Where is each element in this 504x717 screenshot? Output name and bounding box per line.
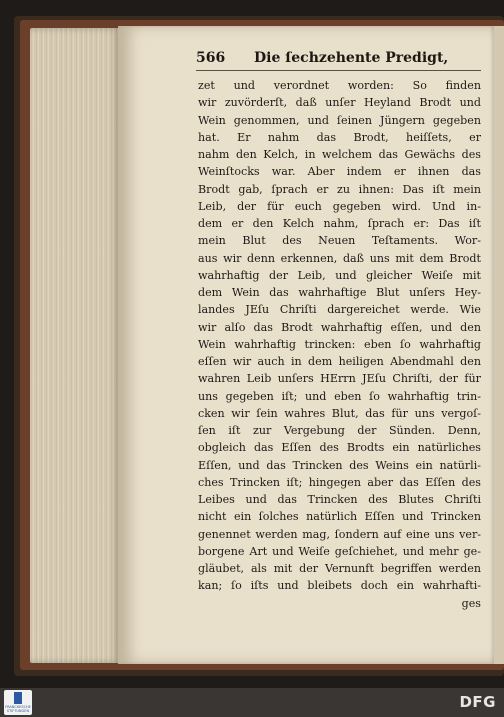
page-header <box>196 50 478 72</box>
logo-mark-icon <box>14 692 22 704</box>
header-rule <box>196 70 481 71</box>
page-body-text <box>198 77 481 612</box>
text-line: Wein genommen, und ſeinen Jüngern gegeben <box>198 113 481 127</box>
logo-text: FRANCKESCHE STIFTUNGEN <box>5 705 31 713</box>
text-line: ſen iſt zur Vergebung der Sünden. Denn, <box>198 424 481 437</box>
institution-logo[interactable] <box>4 690 32 715</box>
text-line: nahm den Kelch, in welchem das Gewächs des <box>198 148 481 161</box>
text-line: wir alſo das Brodt wahrhaftig eſſen, und den <box>198 320 481 334</box>
text-line: mein Blut des Neuen Teſtaments. Wor- <box>198 234 481 248</box>
running-title: Die ſechzehente Predigt, <box>254 50 449 66</box>
text-line: uns gegeben iſt; und eben ſo wahrhaftig trin- <box>198 389 481 403</box>
text-line: eſſen wir auch in dem heiligen Abendmahl den <box>198 355 481 368</box>
dfg-logo[interactable]: DFG <box>459 693 496 711</box>
text-line: wahren Leib unſers HErrn JEſu Chriſti, der für <box>198 372 481 386</box>
text-line: obgleich das Eſſen des Brodts ein natürliches <box>198 441 481 455</box>
text-line: dem Wein das wahrhaftige Blut unſers Hey- <box>198 286 481 299</box>
text-line: aus wir denn erkennen, daß uns mit dem Brodt <box>198 251 481 265</box>
text-line: Brodt gab, ſprach er zu ihnen: Das iſt mein <box>198 182 481 196</box>
facing-page-edge <box>494 26 504 664</box>
page-number: 566 <box>196 50 226 66</box>
text-line: nicht ein ſolches natürlich Eſſen und Trincken <box>198 510 481 524</box>
text-line: Leibes und das Trincken des Blutes Chriſti <box>198 493 481 506</box>
text-line: Wein wahrhaftig trincken: eben ſo wahrhaftig <box>198 337 481 351</box>
footer-bar <box>0 688 504 717</box>
text-line: ches Trincken iſt; hingegen aber das Eſſen des <box>198 475 481 489</box>
page-stack-edges <box>30 28 122 663</box>
text-line: dem er den Kelch nahm, ſprach er: Das iſt <box>198 217 481 230</box>
text-line: genennet werden mag, ſondern auf eine uns ver- <box>198 527 481 541</box>
text-line: landes JEſu Chriſti dargereichet werde. Wie <box>198 303 481 317</box>
text-line: wir zuvörderſt, daß unſer Heyland Brodt und <box>198 96 481 110</box>
text-line: zet und verordnet worden: So finden <box>198 79 481 92</box>
text-line: gläubet, als mit der Vernunft begriffen werden <box>198 562 481 575</box>
text-line: Leib, der für euch gegeben wird. Und in- <box>198 199 481 213</box>
text-line: kan; ſo iſts und bleibets doch ein wahrhafti- <box>198 579 481 593</box>
text-line: ges <box>461 596 481 610</box>
text-line: borgene Art und Weiſe geſchiehet, und mehr ge- <box>198 544 481 558</box>
text-line: wahrhaftig der Leib, und gleicher Weiſe mit <box>198 268 481 282</box>
text-line: Eſſen, und das Trincken des Weins ein natürli- <box>198 458 481 472</box>
text-line: Weinſtocks war. Aber indem er ihnen das <box>198 165 481 179</box>
text-line: hat. Er nahm das Brodt, heiſſets, er <box>198 130 481 144</box>
text-line: cken wir ſein wahres Blut, das für uns vergoſ- <box>198 406 481 420</box>
